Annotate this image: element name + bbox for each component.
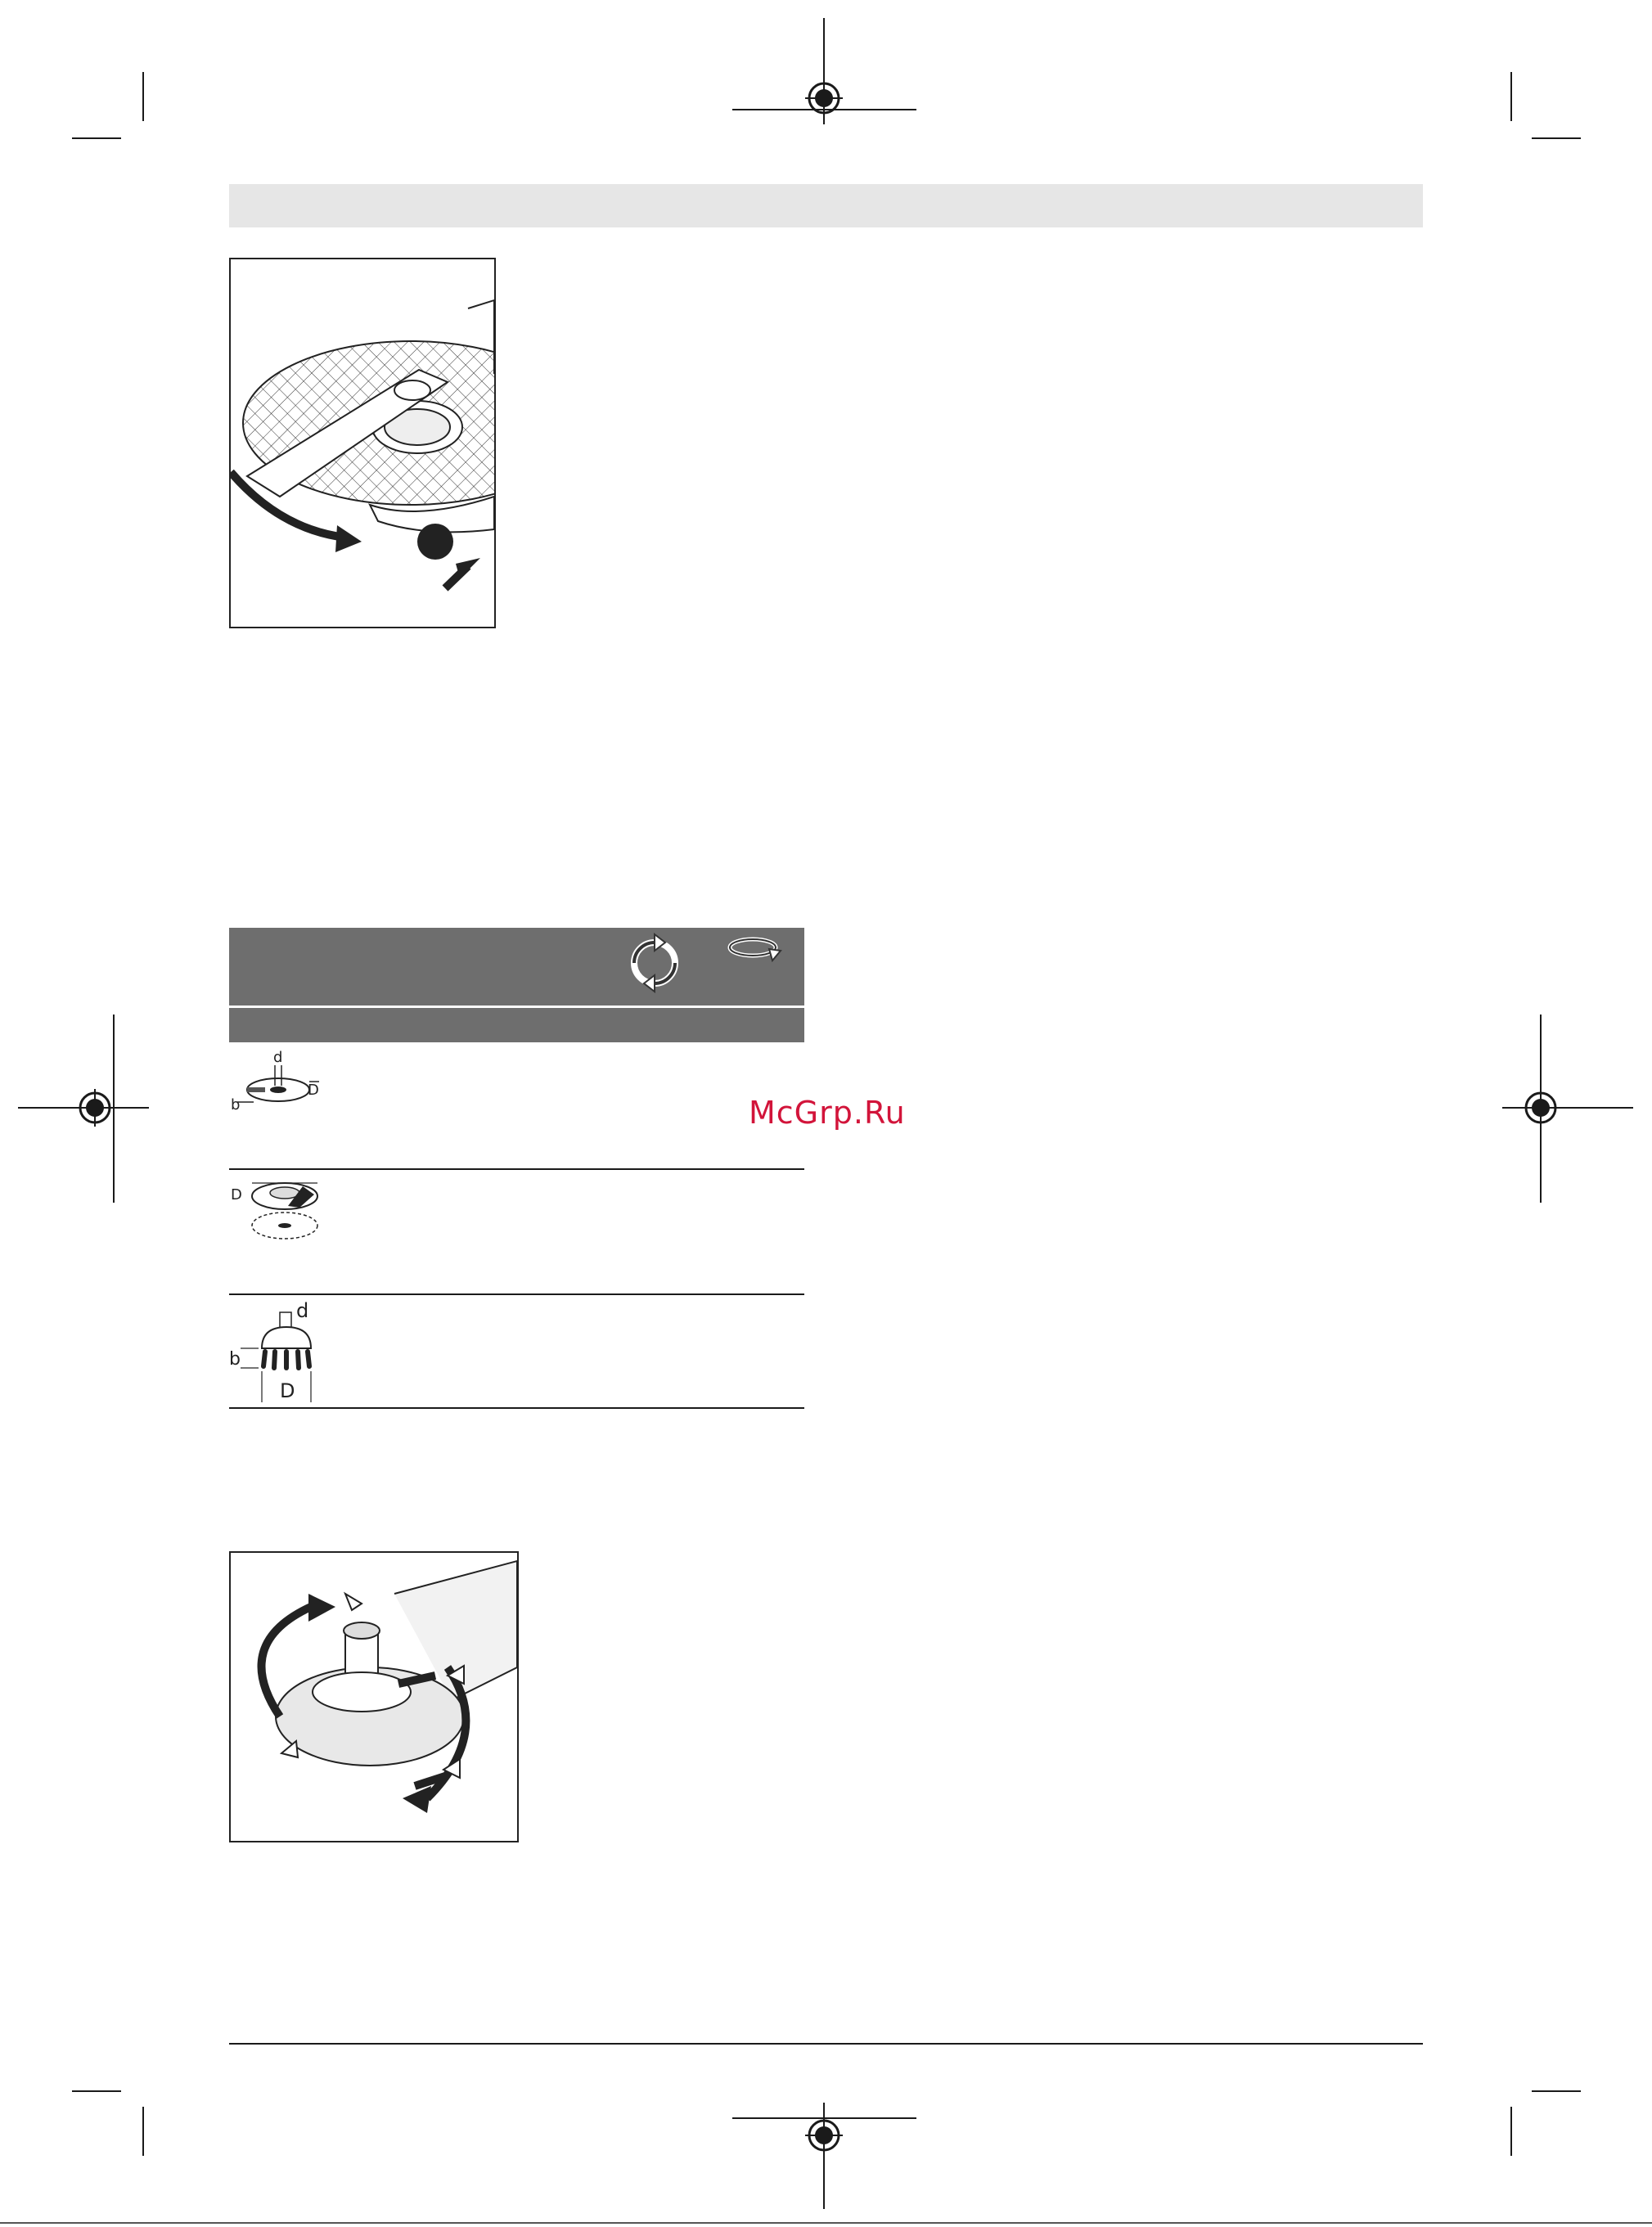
flap-disc-diagram (229, 1175, 327, 1248)
bottom-edge-strip (0, 2222, 1652, 2224)
table-row-rule-1 (229, 1168, 804, 1170)
crop-mark-top-left-h (72, 137, 121, 139)
brush-b-label: b (229, 1349, 241, 1370)
registration-mark-left-icon (76, 1089, 114, 1127)
brush-D-label: D (280, 1379, 295, 1402)
registration-mark-right-icon (1522, 1089, 1560, 1127)
crop-mark-bottom-right-v (1510, 2107, 1512, 2156)
figure-grinder-head (229, 1551, 519, 1842)
wheel-D-label: D (308, 1082, 319, 1099)
table-subheader (229, 1008, 804, 1042)
flap-D-label: D (231, 1186, 242, 1203)
crop-mark-top-right-v (1510, 72, 1512, 121)
crop-mark-bottom-left-h (72, 2090, 121, 2092)
wheel-b-label: b (231, 1096, 241, 1114)
cup-brush-diagram (229, 1298, 327, 1404)
header-band (229, 184, 1423, 227)
wheel-dimension-diagram (229, 1049, 327, 1114)
crop-mark-bottom-right-h (1532, 2090, 1581, 2092)
table-row-rule-3 (229, 1407, 804, 1409)
crop-mark-top-left-v (142, 72, 144, 121)
registration-mark-bottom-icon (805, 2117, 843, 2154)
figure-wheel-spanner (229, 258, 496, 628)
registration-mark-top-icon (805, 79, 843, 117)
crop-mark-top-right-h (1532, 137, 1581, 139)
clockwise-arrow-icon (727, 933, 784, 965)
crop-mark-bottom-left-v (142, 2107, 144, 2156)
table-row-rule-2 (229, 1293, 804, 1295)
rotation-arrows-icon (618, 926, 691, 1000)
wheel-d-small-label: d (273, 1049, 283, 1066)
watermark-text: McGrp.Ru (749, 1095, 906, 1131)
table-header (229, 928, 804, 1006)
footer-rule (229, 2043, 1423, 2045)
brush-d-label: d (296, 1299, 309, 1322)
grinder-head-illustration (231, 1553, 517, 1841)
wheel-spanner-illustration (231, 259, 494, 627)
